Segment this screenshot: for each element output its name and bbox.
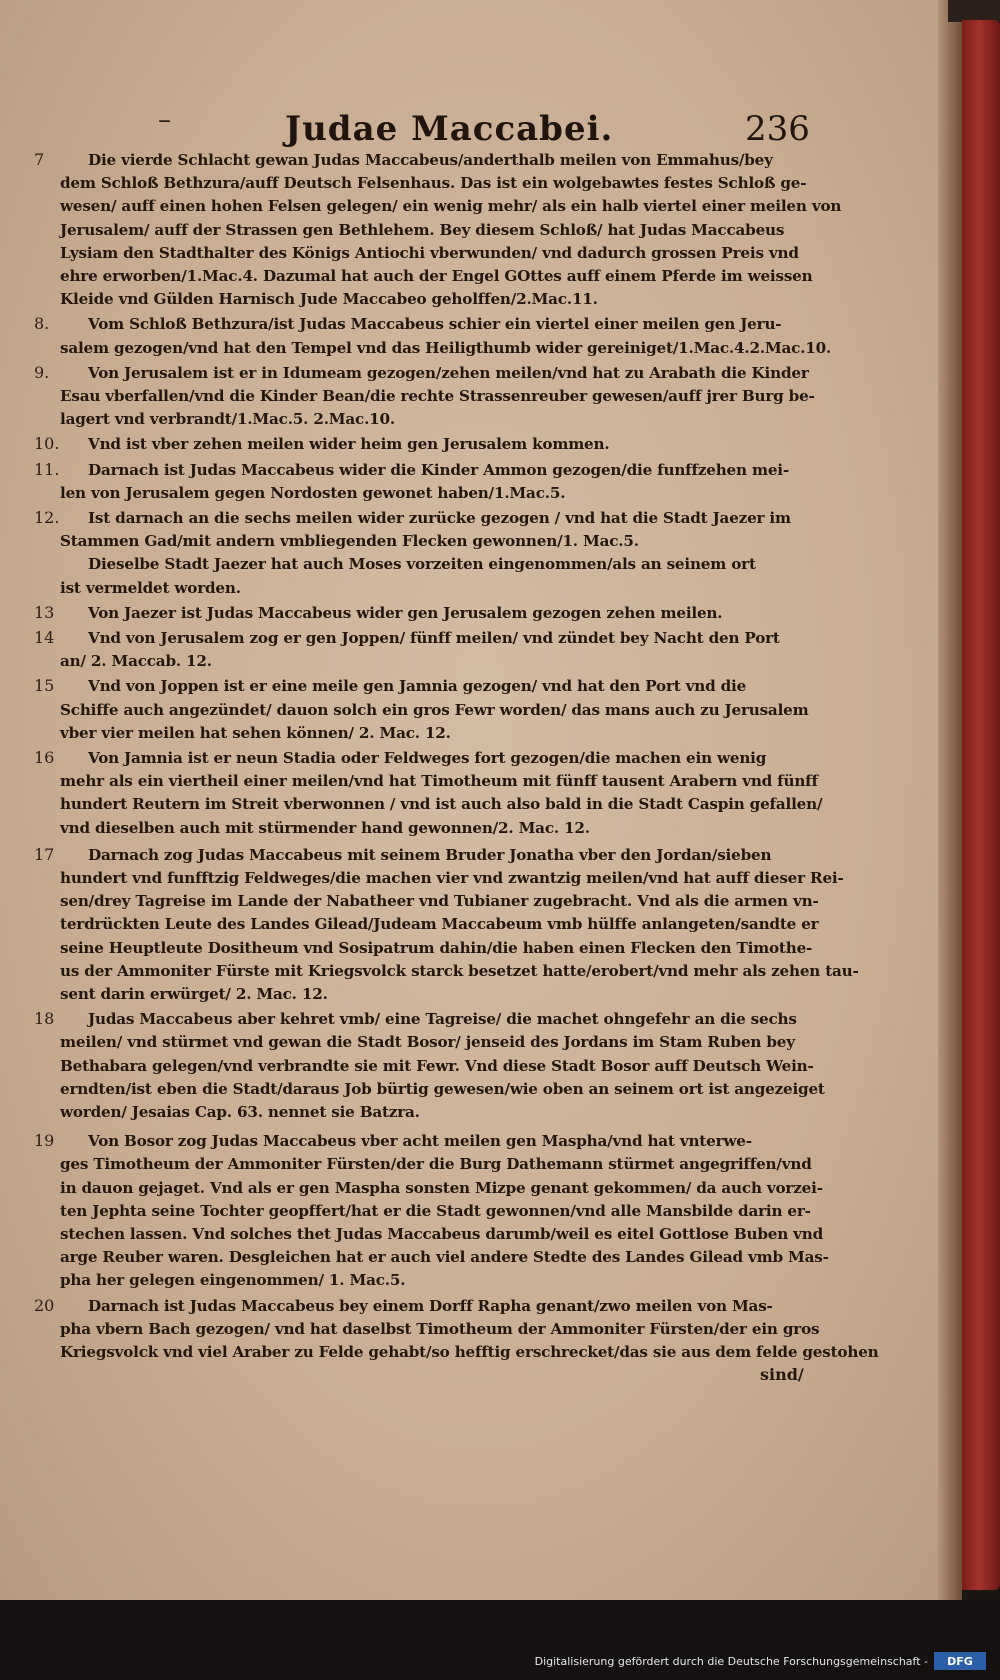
text-line: Von Bosor zog Judas Maccabeus vber acht meilen gen Maspha/vnd hat vnterwe- xyxy=(88,1132,752,1151)
text-line: Judas Maccabeus aber kehret vmb/ eine Tagreise/ die machet ohngefehr an die sechs xyxy=(88,1010,797,1029)
text-line: Vnd von Joppen ist er eine meile gen Jamnia gezogen/ vnd hat den Port vnd die xyxy=(88,677,747,696)
text-line: salem gezogen/vnd hat den Tempel vnd das Heiligthumb wider gereiniget/1.Mac.4.2.Mac.10. xyxy=(60,338,832,357)
text-line: arge Reuber waren. Desgleichen hat er auch viel andere Stedte des Landes Gilead vmb Mas- xyxy=(60,1248,829,1267)
text-line: Kleide vnd Gülden Harnisch Jude Maccabeo geholffen/2.Mac.11. xyxy=(60,290,598,309)
text-line: meilen/ vnd stürmet vnd gewan die Stadt Bosor/ jenseid des Jordans im Stam Ruben bey xyxy=(60,1033,795,1052)
text-line: ges Timotheum der Ammoniter Fürsten/der die Burg Dathemann stürmet angegriffen/vnd xyxy=(60,1155,812,1174)
text-line: ten Jephta seine Tochter geopffert/hat er die Stadt gewonnen/vnd alle Mansbilde darin er- xyxy=(60,1201,811,1220)
text-line: terdrückten Leute des Landes Gilead/Judeam Maccabeum vmb hülffe anlangeten/sandte er xyxy=(60,915,819,934)
text-line: vnd dieselben auch mit stürmender hand gewonnen/2. Mac. 12. xyxy=(60,818,590,837)
entry-number: 11. xyxy=(34,459,60,479)
entry-number: 9. xyxy=(34,362,50,382)
page-edge xyxy=(938,0,962,1600)
entry-number: 17 xyxy=(34,844,55,864)
entry-number: 16 xyxy=(34,748,55,767)
text-line: Lysiam den Stadthalter des Königs Antiochi vberwunden/ vnd dadurch grossen Preis vnd xyxy=(60,243,799,262)
text-line: wesen/ auff einen hohen Felsen gelegen/ ein wenig mehr/ als ein halb viertel einer meilen von xyxy=(60,197,842,216)
text-line: Ist darnach an die sechs meilen wider zurücke gezogen / vnd hat die Stadt Jaezer im xyxy=(88,509,791,527)
text-line: Von Jaezer ist Judas Maccabeus wider gen Jerusalem gezogen zehen meilen. xyxy=(88,603,723,622)
funding-credit: Digitalisierung gefördert durch die Deutsche Forschungsgemeinschaft - xyxy=(534,1655,928,1668)
text-line: sen/drey Tagreise im Lande der Nabatheer vnd Tubianer zugebracht. Vnd als die armen vn- xyxy=(60,892,819,911)
entry-number: 12. xyxy=(34,508,60,527)
text-line: hundert Reutern im Streit vberwonnen / vnd ist auch also bald in die Stadt Caspin gefallen/ xyxy=(60,795,823,814)
text-line: dem Schloß Bethzura/auff Deutsch Felsenhaus. Das ist ein wolgebawtes festes Schloß ge- xyxy=(60,174,807,193)
text-line: Die vierde Schlacht gewan Judas Maccabeus/anderthalb meilen von Emmahus/bey xyxy=(88,151,773,169)
text-line: pha her gelegen eingenommen/ 1. Mac.5. xyxy=(60,1271,406,1290)
text-line: in dauon gejaget. Vnd als er gen Maspha sonsten Mizpe genant gekommen/ da auch vorzei- xyxy=(60,1178,823,1197)
text-line: ist vermeldet worden. xyxy=(60,578,241,597)
text-line: len von Jerusalem gegen Nordosten gewonet haben/1.Mac.5. xyxy=(60,483,566,502)
text-line: worden/ Jesaias Cap. 63. nennet sie Batzra. xyxy=(60,1102,420,1121)
entry-number: 8. xyxy=(34,314,50,334)
page-number: 236 xyxy=(745,109,810,149)
text-line: Darnach ist Judas Maccabeus wider die Kinder Ammon gezogen/die funffzehen mei- xyxy=(88,460,789,479)
entry-number: 10. xyxy=(34,434,60,454)
entry-number: 14 xyxy=(34,628,55,647)
text-line: Vnd von Jerusalem zog er gen Joppen/ fünff meilen/ vnd zündet bey Nacht den Port xyxy=(88,629,780,647)
footer-strip xyxy=(0,1600,1000,1680)
text-line: Vom Schloß Bethzura/ist Judas Maccabeus schier ein viertel einer meilen gen Jeru- xyxy=(88,315,782,334)
entry-number: 19 xyxy=(34,1131,55,1151)
binding-shadow xyxy=(948,0,1000,22)
text-line: us der Ammoniter Fürste mit Kriegsvolck starck besetzet hatte/erobert/vnd mehr als zehen tau- xyxy=(60,961,859,980)
text-line: Jerusalem/ auff der Strassen gen Bethlehem. Bey diesem Schloß/ hat Judas Maccabeus xyxy=(60,220,785,239)
text-line: Darnach zog Judas Maccabeus mit seinem Bruder Jonatha vber den Jordan/sieben xyxy=(88,845,772,864)
text-line: Vnd ist vber zehen meilen wider heim gen Jerusalem kommen. xyxy=(88,435,610,454)
entry-number: 18 xyxy=(34,1009,55,1029)
entry-number: 7 xyxy=(34,150,45,169)
text-line: Dieselbe Stadt Jaezer hat auch Moses vorzeiten eingenommen/als an seinem ort xyxy=(88,555,756,574)
entry-number: 20 xyxy=(34,1295,55,1315)
text-line: seine Heuptleute Dositheum vnd Sosipatrum dahin/die haben einen Flecken den Timothe- xyxy=(60,938,813,957)
text-line: lagert vnd verbrandt/1.Mac.5. 2.Mac.10. xyxy=(60,410,395,429)
dfg-logo: DFG xyxy=(934,1652,986,1670)
text-line: Esau vberfallen/vnd die Kinder Bean/die rechte Strassenreuber gewesen/auff jrer Burg be- xyxy=(60,386,815,405)
book-cover-edge xyxy=(962,20,1000,1590)
text-line: stechen lassen. Vnd solches thet Judas Maccabeus darumb/weil es eitel Gottlose Buben vnd xyxy=(60,1224,824,1243)
running-title: Judae Maccabei. xyxy=(285,109,614,149)
text-line: sent darin erwürget/ 2. Mac. 12. xyxy=(60,984,328,1003)
text-line: an/ 2. Maccab. 12. xyxy=(60,652,212,671)
text-line: Stammen Gad/mit andern vmbliegenden Flecken gewonnen/1. Mac.5. xyxy=(60,532,639,551)
entry-number: 13 xyxy=(34,602,55,622)
text-line: Kriegsvolck vnd viel Araber zu Felde gehabt/so hefftig erschrecket/das sie aus dem felde gestohen xyxy=(60,1342,879,1361)
header-dash: – xyxy=(158,105,171,135)
text-line: Von Jamnia ist er neun Stadia oder Feldweges fort gezogen/die machen ein wenig xyxy=(88,749,767,767)
text-line: erndten/ist eben die Stadt/daraus Job bürtig gewesen/wie oben an seinem ort ist angezeiget xyxy=(60,1079,825,1098)
catchword: sind/ xyxy=(760,1365,804,1385)
text-line: Von Jerusalem ist er in Idumeam gezogen/zehen meilen/vnd hat zu Arabath die Kinder xyxy=(88,363,809,382)
text-line: ehre erworben/1.Mac.4. Dazumal hat auch der Engel GOttes auff einem Pferde im weissen xyxy=(60,267,813,285)
text-line: Darnach ist Judas Maccabeus bey einem Dorff Rapha genant/zwo meilen von Mas- xyxy=(88,1296,773,1315)
text-line: Bethabara gelegen/vnd verbrandte sie mit Fewr. Vnd diese Stadt Bosor auff Deutsch Wein- xyxy=(60,1056,814,1075)
text-line: hundert vnd funfftzig Feldweges/die machen vier vnd zwantzig meilen/vnd hat auff dieser Rei- xyxy=(60,868,844,887)
text-line: Schiffe auch angezündet/ dauon solch ein gros Fewr worden/ das mans auch zu Jerusalem xyxy=(60,700,809,719)
text-line: vber vier meilen hat sehen können/ 2. Mac. 12. xyxy=(60,723,451,742)
text-line: pha vbern Bach gezogen/ vnd hat daselbst Timotheum der Ammoniter Fürsten/der ein gros xyxy=(60,1319,820,1338)
text-line: mehr als ein viertheil einer meilen/vnd hat Timotheum mit fünff tausent Arabern vnd fünff xyxy=(60,772,818,791)
entry-number: 15 xyxy=(34,676,55,696)
